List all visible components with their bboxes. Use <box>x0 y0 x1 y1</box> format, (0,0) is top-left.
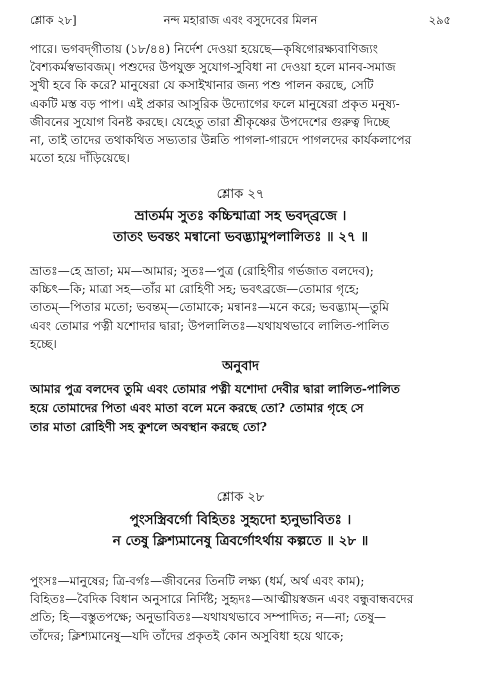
verse-27-translation <box>30 380 451 436</box>
verse-line: পুংসস্ত্রিবর্গো বিহিতঃ সুহৃদো হ্যনুভাবিতঃ । <box>129 512 352 528</box>
purport-line: পারে। ভগবদ্‌গীতায় (১৮/৪৪) নির্দেশ দেওয়া হয়েছে—কৃষিগোরক্ষ্যবাণিজ্যং <box>30 42 378 56</box>
verse-27-text <box>30 206 451 248</box>
verse-27-synonyms <box>30 262 451 353</box>
synonym-line: এবং তোমার পত্নী যশোদার দ্বারা; উপলালিতঃ—যথাযথভাবে লালিত-পালিত <box>30 318 390 333</box>
header-verse-ref: শ্লোক ২৮] <box>30 13 77 27</box>
verse-line: ভ্রাতর্মম সুতঃ কচ্চিন্মাত্রা সহ ভবদ্‌ব্রজে । <box>134 208 347 224</box>
synonym-line: তাঁদের; ক্লিশ্যমানেষু—যদি তাঁদের প্রকৃতই কোন অসুবিধা হয়ে থাকে; <box>30 628 344 643</box>
header-chapter-title: নন্দ মহারাজ এবং বসুদেবের মিলন <box>163 13 318 27</box>
verse-line: ন তেষু ক্লিশ্যমানেষু ত্রিবর্গোঽর্থায় কল্পতে ॥ ২৮ ॥ <box>112 533 369 549</box>
synonym-line: হচ্ছে। <box>30 336 57 351</box>
synonym-line: প্রতি; হি—বস্তুতপক্ষে; অনুভাবিতঃ—যথাযথভাবে সম্পাদিত; ন—না; তেষু— <box>30 610 386 625</box>
verse-28-heading: শ্লোক ২৮ <box>216 490 265 505</box>
purport-line: বৈশ্যকর্মস্বভাবজম্‌। পশুদের উপযুক্ত সুযোগ-সুবিধা না দেওয়া হলে মানব-সমাজ <box>30 60 396 75</box>
purport-line: সুখী হবে কি করে? মানুষেরা যে কসাইখানার জন্য পশু পালন করছে, সেটি <box>30 78 374 93</box>
page-number: ২৯৫ <box>428 13 451 27</box>
synonym-line: তাতম্‌—পিতার মতো; ভবন্তম্‌—তোমাকে; মন্বানঃ—মনে করে; ভবদ্ভ্যাম্‌—তুমি <box>30 300 389 315</box>
synonym-line: বিহিতঃ—বৈদিক বিধান অনুসারে নির্দিষ্ট; সুহৃদঃ—আত্মীয়স্বজন এবং বন্ধুবান্ধবদের <box>30 592 414 607</box>
purport-line: একটি মস্ত বড় পাপ। এই প্রকার আসুরিক উদ্যোগের ফলে মানুষেরা প্রকৃত মনুষ্য- <box>30 96 400 111</box>
translation-line: তার মাতা রোহিণী সহ কুশলে অবস্থান করছে তো? <box>30 419 267 434</box>
translation-line: হয়ে তোমাদের পিতা এবং মাতা বলে মনে করছে তো? তোমার গৃহে সে <box>30 400 364 415</box>
purport-line: মতো হয়ে দাঁড়িয়েছে। <box>30 151 130 166</box>
translation-line: আমার পুত্র বলদেব তুমি এবং তোমার পত্নী যশোদা দেবীর দ্বারা লালিত-পালিত <box>30 382 400 396</box>
verse-28-text <box>30 510 451 552</box>
verse-27-heading: শ্লোক ২৭ <box>216 187 265 202</box>
translation-heading: অনুবাদ <box>222 359 259 374</box>
running-header <box>30 12 451 30</box>
purport-line: জীবনের সুযোগ বিনষ্ট করছে। যেহেতু তারা শ্রীকৃষ্ণের উপদেশের গুরুত্ব দিচ্ছে <box>30 114 390 129</box>
synonym-line: ভ্রাতঃ—হে ভ্রাতা; মম—আমার; সুতঃ—পুত্র (রোহিণীর গর্ভজাত বলদেব); <box>30 264 374 278</box>
synonym-line: কচ্চিৎ—কি; মাত্রা সহ—তাঁর মা রোহিণী সহ; ভবৎব্রজে—তোমার গৃহে; <box>30 282 360 297</box>
synonym-line: পুংসঃ—মানুষের; ত্রি-বর্গঃ—জীবনের তিনটি লক্ষ্য (ধর্ম, অর্থ এবং কাম); <box>30 574 365 588</box>
purport-continued <box>30 40 451 167</box>
verse-28-synonyms <box>30 572 451 645</box>
purport-line: না, তাই তাদের তথাকথিত সভ্যতার উন্নতি পাগলা-গারদে পাগলদের কার্যকলাপের <box>30 133 412 148</box>
verse-line: তাতং ভবন্তং মন্বানো ভবদ্ভ্যামুপলালিতঃ ॥ ২৭ ॥ <box>113 229 368 245</box>
